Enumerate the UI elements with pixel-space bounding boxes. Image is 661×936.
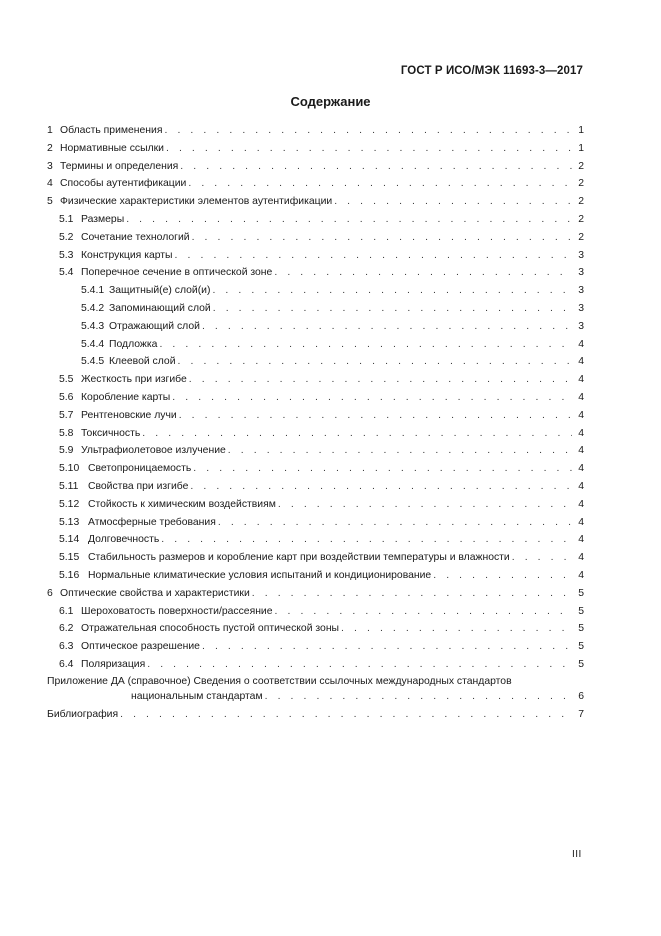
- entry-number: 5.4.4: [81, 338, 105, 350]
- dot-leader: [190, 478, 572, 496]
- entry-title: Токсичность: [81, 427, 141, 439]
- toc-entry-6-4[interactable]: [47, 656, 584, 674]
- toc-entry-5-10[interactable]: [47, 460, 584, 478]
- entry-page: 5: [578, 623, 584, 635]
- toc-entry-5-11[interactable]: [47, 478, 584, 496]
- toc-entry-6[interactable]: [47, 585, 584, 603]
- entry-title: Конструкция карты: [81, 249, 173, 261]
- entry-title: Коробление карты: [81, 391, 171, 403]
- entry-title: Светопроницаемость: [88, 463, 192, 475]
- dot-leader: [164, 122, 572, 140]
- toc-entry-5-4-2[interactable]: [47, 300, 584, 318]
- entry-page: 3: [578, 267, 584, 279]
- dot-leader: [265, 689, 572, 704]
- entry-page: 7: [578, 708, 584, 720]
- entry-number: 4: [47, 178, 53, 190]
- entry-page: 3: [578, 320, 584, 332]
- entry-page: 5: [578, 658, 584, 670]
- entry-page: 2: [578, 178, 584, 190]
- toc-title: Содержание: [290, 94, 371, 109]
- entry-title: Нормативные ссылки: [60, 142, 164, 154]
- dot-leader: [252, 585, 572, 603]
- entry-number: 5.4.1: [81, 285, 105, 297]
- entry-number: 3: [47, 160, 53, 172]
- toc-entry-3[interactable]: [47, 158, 584, 176]
- toc-entry-5-13[interactable]: [47, 514, 584, 532]
- entry-title: Шероховатость поверхности/рассеяние: [81, 605, 273, 617]
- entry-title: Клеевой слой: [109, 356, 176, 368]
- entry-number: 5.2: [59, 231, 74, 243]
- entry-page: 4: [578, 445, 584, 457]
- entry-page: 3: [578, 302, 584, 314]
- entry-number: 6.2: [59, 623, 74, 635]
- document-standard-header: ГОСТ Р ИСО/МЭК 11693-3—2017: [400, 65, 583, 77]
- dot-leader: [188, 175, 572, 193]
- toc-entry-5-12[interactable]: [47, 496, 584, 514]
- dot-leader: [161, 531, 572, 549]
- page-number: III: [572, 849, 582, 860]
- entry-number: 5.10: [59, 463, 80, 475]
- entry-title: Размеры: [81, 213, 125, 225]
- toc-entry-5-4-1[interactable]: [47, 282, 584, 300]
- entry-number: 5.5: [59, 374, 74, 386]
- entry-page: 4: [578, 480, 584, 492]
- dot-leader: [341, 620, 572, 638]
- dot-leader: [126, 211, 572, 229]
- toc-entry-6-2[interactable]: [47, 620, 584, 638]
- entry-number: 5.15: [59, 552, 80, 564]
- dot-leader: [278, 496, 572, 514]
- entry-page: 4: [578, 427, 584, 439]
- toc-entry-5-4[interactable]: [47, 264, 584, 282]
- entry-number: 5.16: [59, 569, 80, 581]
- appendix-title-continuation: [47, 689, 584, 706]
- entry-page: 4: [578, 409, 584, 421]
- entry-page: 1: [578, 125, 584, 136]
- dot-leader: [180, 158, 572, 176]
- dot-leader: [213, 300, 572, 318]
- toc-entry-5-16[interactable]: [47, 567, 584, 585]
- toc-entry-5-8[interactable]: [47, 425, 584, 443]
- dot-leader: [172, 389, 572, 407]
- entry-page: 4: [578, 391, 584, 403]
- entry-title: Свойства при изгибе: [88, 480, 189, 492]
- entry-number: 5.4.3: [81, 320, 105, 332]
- entry-page: 5: [578, 587, 584, 599]
- entry-title: Физические характеристики элементов аутентификации: [60, 196, 333, 208]
- entry-number: 5.4.2: [81, 302, 105, 314]
- toc-entry-5[interactable]: [47, 193, 584, 211]
- entry-title: Рентгеновские лучи: [81, 409, 177, 421]
- dot-leader: [166, 140, 572, 158]
- dot-leader: [193, 460, 572, 478]
- toc-entry-5-4-5[interactable]: [47, 353, 584, 371]
- entry-page: 5: [578, 641, 584, 653]
- entry-title: Библиография: [47, 708, 119, 720]
- dot-leader: [228, 442, 572, 460]
- appendix-title: Приложение ДА (справочное) Сведения о соответствии ссылочных международных стандартов: [47, 675, 512, 687]
- toc-entry-4[interactable]: [47, 175, 584, 193]
- entry-title: Термины и определения: [60, 160, 179, 172]
- entry-number: 6.1: [59, 605, 74, 617]
- dot-leader: [202, 318, 572, 336]
- toc-entry-6-3[interactable]: [47, 638, 584, 656]
- toc-entry-5-4-3[interactable]: [47, 318, 584, 336]
- toc-entry-5-4-4[interactable]: [47, 336, 584, 354]
- dot-leader: [189, 371, 572, 389]
- entry-number: 6: [47, 587, 53, 599]
- entry-title: Запоминающий слой: [109, 302, 211, 314]
- entry-number: 5.7: [59, 409, 74, 421]
- entry-page: 4: [578, 534, 584, 546]
- toc-entry-bibliography[interactable]: [47, 706, 584, 724]
- entry-title: Отражательная способность пустой оптической зоны: [81, 623, 340, 635]
- entry-page: 3: [578, 285, 584, 297]
- entry-title: Отражающий слой: [109, 320, 200, 332]
- entry-page: 2: [578, 213, 584, 225]
- entry-page: 4: [578, 498, 584, 510]
- entry-title: Оптическое разрешение: [81, 641, 200, 653]
- dot-leader: [433, 567, 572, 585]
- entry-number: 5.4.5: [81, 356, 105, 368]
- entry-page: 6: [578, 690, 584, 702]
- toc-entry-5-9[interactable]: [47, 442, 584, 460]
- entry-title: Оптические свойства и характеристики: [60, 587, 250, 599]
- dot-leader: [142, 425, 572, 443]
- entry-page: 4: [578, 463, 584, 475]
- dot-leader: [275, 603, 572, 621]
- entry-number: 5.14: [59, 534, 80, 546]
- entry-page: 4: [578, 569, 584, 581]
- dot-leader: [192, 229, 572, 247]
- entry-title: Жесткость при изгибе: [81, 374, 187, 386]
- entry-number: 5.1: [59, 213, 74, 225]
- entry-title: Подложка: [109, 338, 158, 350]
- dot-leader: [159, 336, 572, 354]
- entry-number: 5.3: [59, 249, 74, 261]
- entry-title: Поперечное сечение в оптической зоне: [81, 267, 273, 279]
- toc-entry-5-15[interactable]: [47, 549, 584, 567]
- entry-number: 5: [47, 196, 53, 208]
- dot-leader: [179, 407, 572, 425]
- toc-entry-5-7[interactable]: [47, 407, 584, 425]
- toc-entry-5-5[interactable]: [47, 371, 584, 389]
- appendix-subtitle: национальным стандартам: [131, 690, 263, 702]
- entry-title: Долговечность: [88, 534, 160, 546]
- entry-title: Защитный(е) слой(и): [109, 285, 211, 297]
- toc-entry-5-6[interactable]: [47, 389, 584, 407]
- dot-leader: [334, 193, 572, 211]
- entry-number: 5.11: [59, 480, 79, 492]
- entry-title: Стойкость к химическим воздействиям: [88, 498, 276, 510]
- dot-leader: [202, 638, 572, 656]
- entry-number: 5.13: [59, 516, 80, 528]
- entry-page: 2: [578, 231, 584, 243]
- entry-title: Сочетание технологий: [81, 231, 190, 243]
- toc-entry-2[interactable]: [47, 140, 584, 158]
- entry-title: Атмосферные требования: [88, 516, 216, 528]
- dot-leader: [120, 706, 572, 724]
- toc-entry-appendix[interactable]: [47, 674, 584, 706]
- entry-title: Ультрафиолетовое излучение: [81, 445, 226, 457]
- entry-number: 2: [47, 142, 53, 154]
- entry-number: 1: [47, 125, 53, 136]
- entry-page: 3: [578, 249, 584, 261]
- entry-title: Область применения: [60, 125, 163, 136]
- entry-page: 4: [578, 338, 584, 350]
- dot-leader: [274, 264, 572, 282]
- toc-entry-5-14[interactable]: [47, 531, 584, 549]
- entry-number: 6.4: [59, 658, 74, 670]
- entry-number: 5.6: [59, 391, 74, 403]
- entry-page: 1: [578, 142, 584, 154]
- entry-page: 4: [578, 356, 584, 368]
- entry-title: Нормальные климатические условия испытаний и кондиционирование: [88, 569, 432, 581]
- entry-number: 5.4: [59, 267, 74, 279]
- toc-entry-5-1[interactable]: [47, 211, 584, 229]
- dot-leader: [212, 282, 572, 300]
- entry-page: 2: [578, 196, 584, 208]
- toc-entry-5-2[interactable]: [47, 229, 584, 247]
- entry-number: 5.9: [59, 445, 74, 457]
- entry-page: 4: [578, 552, 584, 564]
- toc-entry-5-3[interactable]: [47, 247, 584, 265]
- dot-leader: [147, 656, 572, 674]
- entry-number: 5.12: [59, 498, 80, 510]
- entry-title: Способы аутентификации: [60, 178, 187, 190]
- dot-leader: [218, 514, 572, 532]
- entry-title: Поляризация: [81, 658, 146, 670]
- entry-page: 4: [578, 516, 584, 528]
- dot-leader: [178, 353, 572, 371]
- entry-page: 4: [578, 374, 584, 386]
- entry-title: Стабильность размеров и коробление карт при воздействии температуры и влажности: [88, 552, 510, 564]
- entry-page: 5: [578, 605, 584, 617]
- dot-leader: [512, 549, 572, 567]
- entry-number: 6.3: [59, 641, 74, 653]
- toc-entry-6-1[interactable]: [47, 603, 584, 621]
- entry-page: 2: [578, 160, 584, 172]
- toc-entry-1[interactable]: [47, 122, 584, 140]
- table-of-contents: [47, 122, 584, 724]
- entry-number: 5.8: [59, 427, 74, 439]
- dot-leader: [175, 247, 572, 265]
